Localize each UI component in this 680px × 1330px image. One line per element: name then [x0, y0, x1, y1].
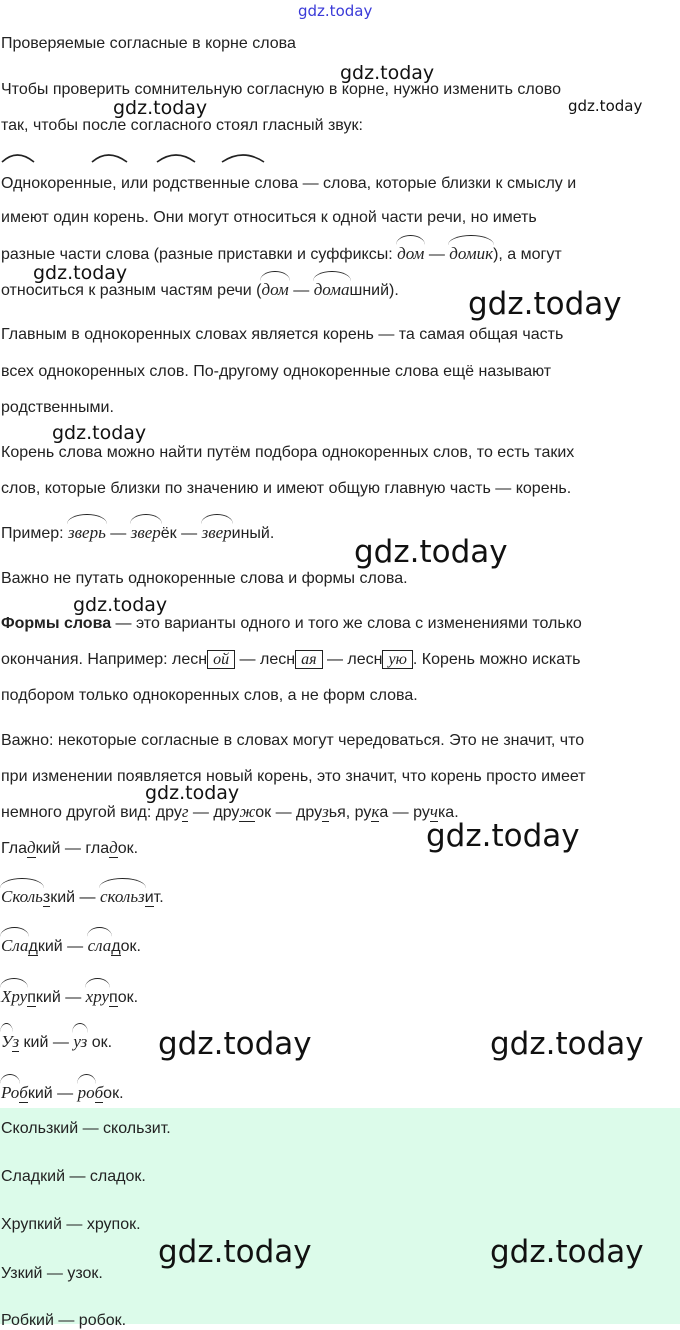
answer-line: Хрупкий — хрупок.: [1, 1216, 141, 1233]
word-pair: Хрупкий — хрупок.: [1, 985, 138, 1010]
paragraph-line: слов, которые близки по значению и имеют общую главную часть — корень.: [1, 480, 572, 497]
paragraph-line: Корень слова можно найти путём подбора однокоренных слов, то есть таких: [1, 444, 575, 461]
intro-line: так, чтобы после согласного стоял гласный звук:: [1, 117, 363, 134]
word-pair: Сладкий — сладок.: [1, 934, 141, 959]
paragraph-line: немного другой вид: друг — дружок — друзья, рука — ручка.: [1, 802, 459, 821]
ending-box: ая: [295, 650, 322, 669]
watermark: gdz.today: [52, 422, 147, 444]
intro-line: Чтобы проверить сомнительную согласную в корне, нужно изменить слово: [1, 81, 561, 98]
paragraph-line: имеют один корень. Они могут относиться к одной части речи, но иметь: [1, 209, 537, 226]
watermark: gdz.today: [568, 97, 643, 115]
watermark: gdz.today: [468, 286, 622, 322]
watermark: gdz.today: [298, 2, 373, 20]
watermark: gdz.today: [158, 1026, 312, 1062]
watermark: gdz.today: [73, 594, 168, 616]
paragraph-line: подбором только однокоренных слов, а не форм слова.: [1, 687, 418, 704]
word-pair: Гладкий — гладок.: [1, 838, 139, 857]
paragraph-line: разные части слова (разные приставки и суффиксы: дом — домик), а могут: [1, 242, 562, 267]
answer-block: [0, 1108, 680, 1329]
root-arcs: [0, 146, 300, 166]
root-example: дом: [261, 278, 288, 302]
watermark: gdz.today: [490, 1234, 644, 1270]
root-example: дом: [397, 242, 424, 266]
ending-box: ую: [382, 650, 412, 669]
answer-line: Робкий — робок.: [1, 1312, 127, 1329]
paragraph-line: родственными.: [1, 399, 114, 416]
watermark: gdz.today: [158, 1234, 312, 1270]
watermark: gdz.today: [145, 782, 240, 804]
ending-box: ой: [207, 650, 235, 669]
watermark: gdz.today: [33, 262, 128, 284]
answer-line: Узкий — узок.: [1, 1265, 103, 1282]
watermark: gdz.today: [354, 534, 508, 570]
example-line: Пример: зверь — зверёк — звериный.: [1, 521, 274, 546]
paragraph-line: окончания. Например: лесн ой — лесн ая — лесн ую . Корень можно искать: [1, 651, 581, 668]
word-pair: Робкий — робок.: [1, 1081, 124, 1106]
watermark: gdz.today: [490, 1026, 644, 1062]
paragraph-line: при изменении появляется новый корень, это значит, что корень просто имеет: [1, 768, 586, 785]
watermark: gdz.today: [113, 97, 208, 119]
page-title: Проверяемые согласные в корне слова: [1, 35, 296, 52]
watermark: gdz.today: [426, 818, 580, 854]
paragraph-line: Важно: некоторые согласные в словах могут чередоваться. Это не значит, что: [1, 732, 585, 749]
paragraph-line: относиться к разным частям речи (дом — домашний).: [1, 278, 399, 303]
watermark: gdz.today: [340, 62, 435, 84]
answer-line: Сладкий — сладок.: [1, 1168, 146, 1185]
paragraph-line: Формы слова — это варианты одного и того же слова с изменениями только: [1, 615, 582, 632]
root-example: домик: [449, 242, 493, 266]
word-pair: Скользкий — скользит.: [1, 885, 164, 910]
root-example: дома: [314, 278, 350, 302]
paragraph-line: Однокоренные, или родственные слова — слова, которые близки к смыслу и: [1, 175, 577, 192]
answer-line: Скользкий — скользит.: [1, 1120, 171, 1137]
word-pair: Уз кий — уз ок.: [1, 1030, 112, 1055]
note: Важно не путать однокоренные слова и формы слова.: [1, 570, 408, 587]
paragraph-line: Главным в однокоренных словах является корень — та самая общая часть: [1, 326, 564, 343]
paragraph-line: всех однокоренных слов. По-другому однокоренные слова ещё называют: [1, 363, 552, 380]
